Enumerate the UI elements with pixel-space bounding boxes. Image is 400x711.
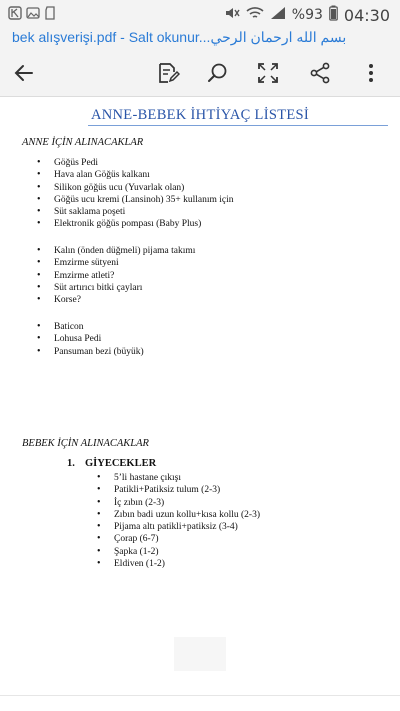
- list-item: • Eldiven (1-2): [114, 558, 260, 570]
- list-item: • Şapka (1-2): [114, 546, 260, 558]
- list-item: • Silikon göğüs ucu (Yuvarlak olan): [54, 182, 234, 194]
- image-icon: [26, 9, 44, 24]
- list-item: • Kalın (önden düğmeli) pijama takımı: [54, 245, 195, 257]
- list-item: • Korse?: [54, 294, 195, 306]
- status-bar: [0, 0, 400, 28]
- list-item: • Hava alan Göğüs kalkanı: [54, 169, 234, 181]
- document-title: ANNE-BEBEK İHTİYAÇ LİSTESİ: [90, 107, 310, 123]
- list-item: • Emzirme atleti?: [54, 270, 195, 282]
- wifi-icon: [246, 6, 264, 24]
- list-item: • 5’li hastane çıkışı: [114, 472, 260, 484]
- share-icon: [308, 61, 332, 85]
- status-left-icons: [8, 6, 56, 24]
- sd-card-icon: [44, 9, 56, 24]
- edit-button[interactable]: [154, 59, 182, 87]
- notification-k-icon: [8, 9, 26, 24]
- list-item: • Patikli+Patiksiz tulum (2-3): [114, 484, 260, 496]
- back-button[interactable]: [10, 59, 38, 87]
- mother-list-group-2: [54, 245, 195, 306]
- mother-section-heading: ANNE İÇİN ALINACAKLAR: [22, 137, 144, 148]
- more-options-button[interactable]: [357, 59, 385, 87]
- battery-percent: %93: [291, 7, 323, 23]
- list-item: • Göğüs Pedi: [54, 157, 234, 169]
- baby-clothes-list: [114, 472, 260, 570]
- list-item: • Elektronik göğüs pompası (Baby Plus): [54, 218, 234, 230]
- clock: 04:30: [343, 5, 390, 25]
- edit-icon: [156, 61, 180, 85]
- fullscreen-icon: [256, 61, 280, 85]
- battery-icon: [329, 5, 338, 25]
- mother-list-group-1: [54, 157, 234, 231]
- signal-icon: [270, 6, 286, 24]
- list-item: • Süt artırıcı bitki çayları: [54, 282, 195, 294]
- toolbar: [0, 50, 400, 97]
- mother-list-group-3: [54, 321, 144, 358]
- more-vert-icon: [359, 61, 383, 85]
- fullscreen-button[interactable]: [254, 59, 282, 87]
- mute-icon: [224, 5, 240, 25]
- title-underline: [88, 125, 388, 126]
- list-item: • Göğüs ucu kremi (Lansinoh) 35+ kullanım için: [54, 194, 234, 206]
- share-button[interactable]: [306, 59, 334, 87]
- baby-subsection-title: GİYECEKLER: [85, 458, 157, 469]
- app-titlebar: [0, 28, 400, 50]
- list-item: • Süt saklama poşeti: [54, 206, 234, 218]
- status-right: [224, 5, 390, 25]
- list-item: • Çorap (6-7): [114, 533, 260, 545]
- page-separator: [0, 695, 400, 696]
- pdf-page[interactable]: [0, 97, 400, 711]
- document-filename: bek alışverişi.pdf - Salt okunur...بسم الله ارحمان الرحي: [12, 29, 347, 45]
- list-item: • Pansuman bezi (büyük): [54, 346, 144, 358]
- baby-section-heading: BEBEK İÇİN ALINACAKLAR: [22, 438, 149, 449]
- list-item: • Lohusa Pedi: [54, 333, 144, 345]
- list-item: • Emzirme sütyeni: [54, 257, 195, 269]
- baby-subsection-number: 1.: [67, 458, 75, 469]
- arrow-left-icon: [12, 61, 36, 85]
- page-indicator-placeholder: [174, 637, 226, 671]
- list-item: • Baticon: [54, 321, 144, 333]
- list-item: • Zıbın badi uzun kollu+kısa kollu (2-3): [114, 509, 260, 521]
- list-item: • Pijama altı patikli+patiksiz (3-4): [114, 521, 260, 533]
- search-icon: [205, 61, 229, 85]
- search-button[interactable]: [203, 59, 231, 87]
- list-item: • İç zıbın (2-3): [114, 497, 260, 509]
